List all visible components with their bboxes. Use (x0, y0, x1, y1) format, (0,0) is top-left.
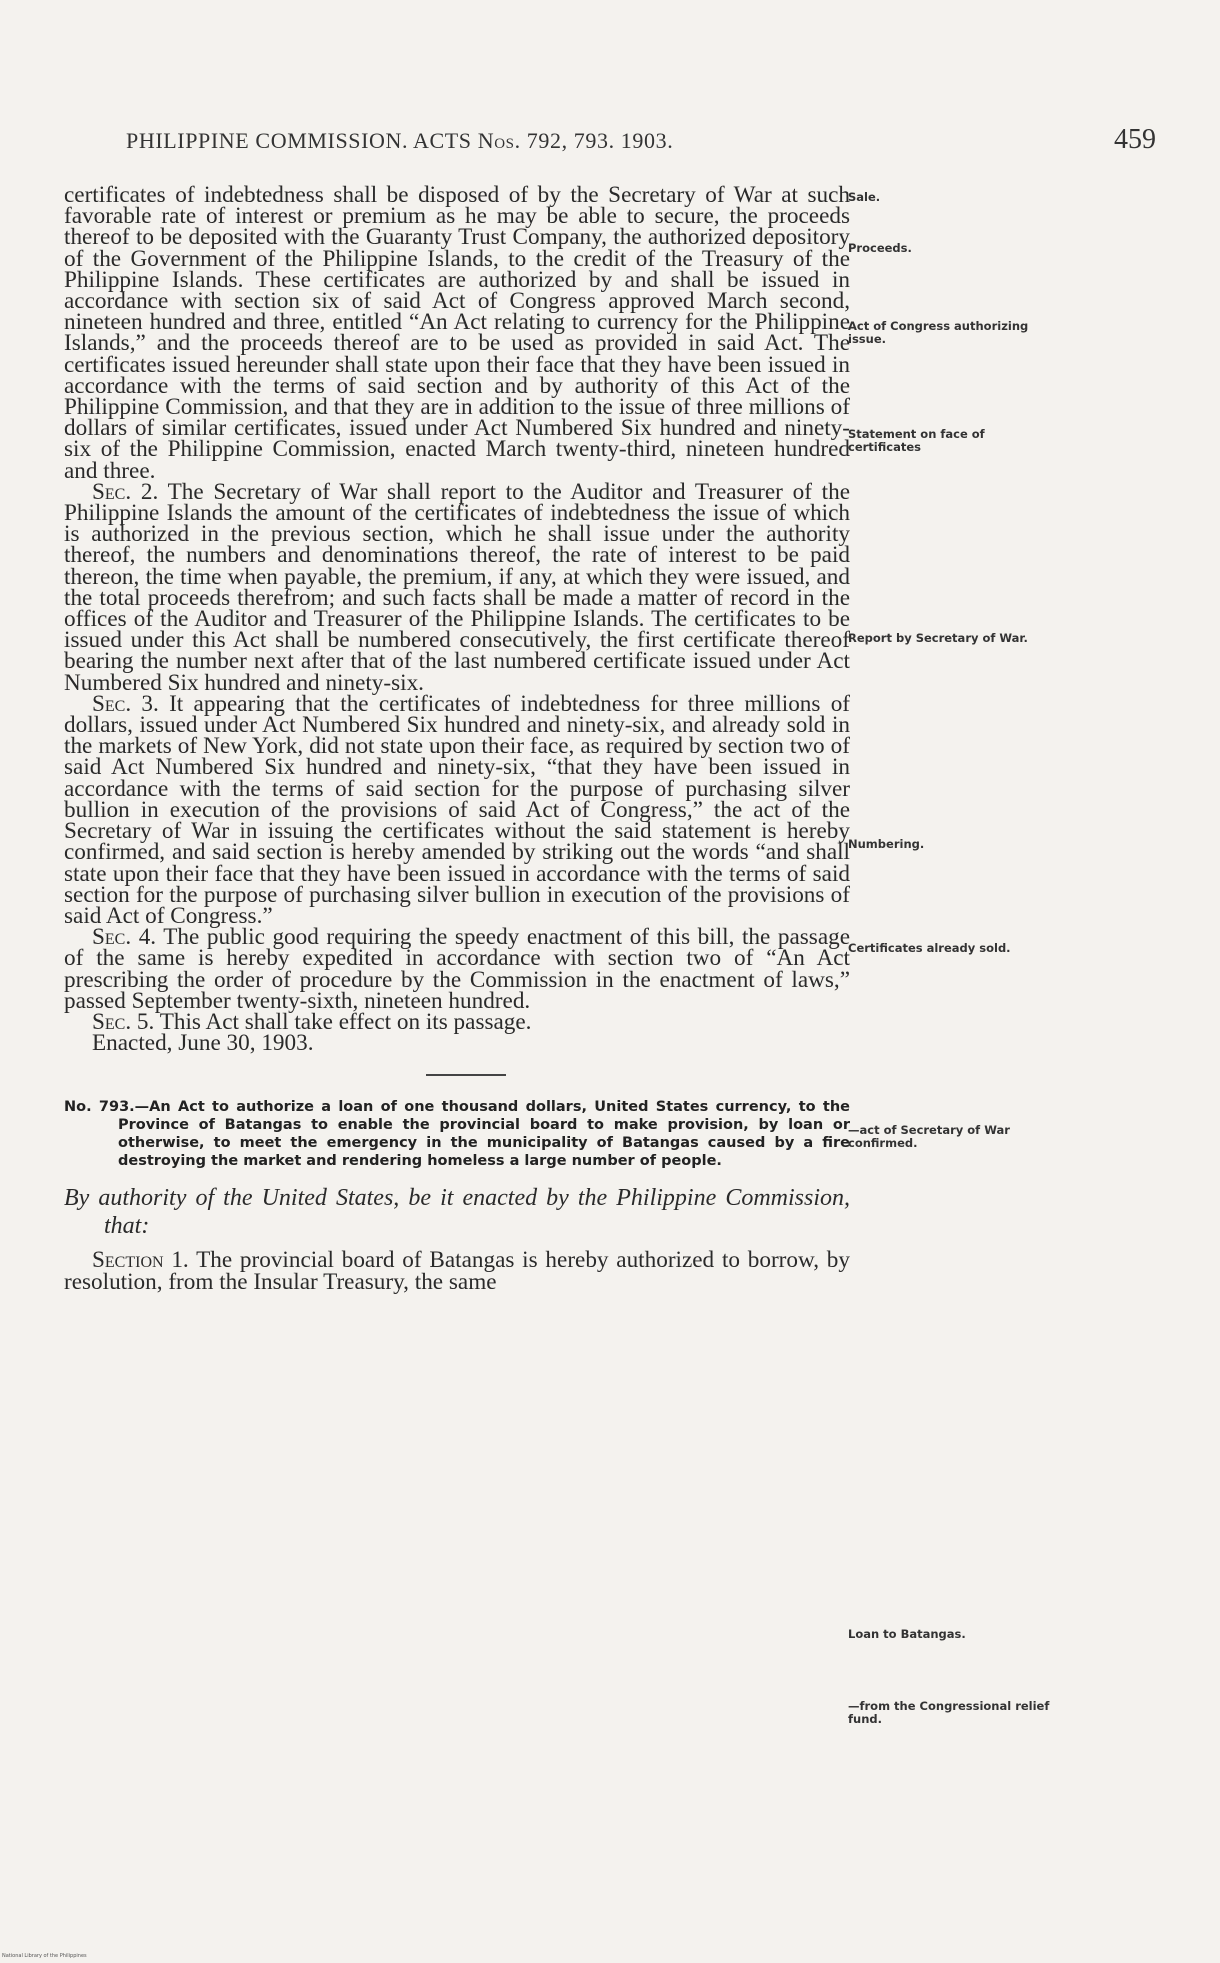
section-label: Sec. 2. (92, 478, 159, 505)
section-text: This Act shall take effect on its passage. (154, 1008, 532, 1035)
section-text: The public good requiring the speedy enactment of this bill, the passage of the same is hereby expedited in accordance with section two of “An Act prescribing the order of procedure by the Commission in the enactment of laws,” passed September twenty-sixth, nineteen hundred. (64, 924, 850, 1014)
margin-note-statement: Statement on face of certificates (848, 427, 985, 454)
page-number: 459 (1114, 124, 1156, 155)
enacted-date: Enacted, June 30, 1903. (92, 1030, 314, 1057)
running-head: PHILIPPINE COMMISSION. ACTS Nos. 792, 793. 1903. (126, 128, 674, 153)
section-text: It appearing that the certificates of indebtedness for three millions of dollars, issued under Act Numbered Six hundred and ninety-six, and already sold in the markets of New York, did not state upon their face, as required by section two of said Act Numbered Six hundred and ninety-six, “that they have been issued in accordance with the terms of said section for the purpose of purchasing silver bullion in execution of the provisions of said Act of Congress,” the act of the Secretary of War in issuing the certificates without the said statement is hereby confirmed, and said section is hereby amended by striking out the words “and shall state upon their face that they have been issued in accordance with the terms of said section for the purpose of purchasing silver bullion in execution of the provisions of said Act of Congress.” (64, 690, 851, 929)
footer-credit: National Library of the Philippines (2, 1953, 87, 1959)
section-label: Sec. 3. (92, 690, 159, 717)
page-header (126, 124, 1156, 162)
section-label: Sec. 4. (92, 924, 157, 951)
margin-note-proceeds: Proceeds. (848, 241, 912, 255)
margin-note-report: Report by Secretary of War. (848, 631, 1028, 645)
margin-note-loan: Loan to Batangas. (848, 1627, 966, 1641)
section-label: Section 1. (92, 1247, 189, 1274)
margin-note-act-of-congress: Act of Congress authorizing issue. (848, 319, 1029, 346)
act-title: No. 793.—An Act to authorize a loan of one thousand dollars, United States currency, to the Province of Batangas to enable the provincial board to make provision, by loan or otherwise, to meet the emergency in the municipality of Batangas caused by a fire destroying the market and rendering homeless a large number of people. (64, 1099, 850, 1170)
section-text: The provincial board of Batangas is hereby authorized to borrow, by resolution, from the Insular Treasury, the same (64, 1247, 850, 1295)
enacting-clause: By authority of the United States, be it enacted by the Philippine Commission, that: (64, 1185, 850, 1240)
paragraph-continuation: certificates of indebtedness shall be disposed of by the Secretary of War at such favorable rate of interest or premium as he may be able to secure, the proceeds thereof to be deposited with the Guaranty Trust Company, the authorized depository of the Government of the Philippine Islands, to the credit of the Treasury of the Philippine Islands. These certificates are authorized by and shall be issued in accordance with section six of said Act of Congress approved March second, nineteen hundred and three, entitled “An Act relating to currency for the Philippine Islands,” and the proceeds thereof are to be used as provided in said Act. The certificates issued hereunder shall state upon their face that they have been issued in accordance with the terms of said section and by authority of this Act of the Philippine Commission, and that they are in addition to the issue of three millions of dollars of similar certificates, issued under Act Numbered Six hundred and ninety-six of the Philippine Commission, enacted March twenty-third, nineteen hundred and three. (64, 182, 850, 484)
margin-note-act-confirmed: —act of Secretary of War confirmed. (848, 1123, 1010, 1150)
body-text (64, 182, 851, 1295)
section-2 (64, 478, 850, 696)
margin-note-certificates-sold: Certificates already sold. (848, 941, 1011, 955)
section-3 (64, 690, 851, 929)
separator-rule (426, 1074, 506, 1076)
section-label: Sec. 5. (92, 1008, 155, 1035)
section-1 (64, 1247, 850, 1295)
section-text: The Secretary of War shall report to the Auditor and Treasurer of the Philippine Islands the amount of the certificates of indebtedness the issue of which is authorized in the previous section, which he shall issue under the authority thereof, the numbers and denominations thereof, the rate of interest to be paid thereon, the time when payable, the premium, if any, at which they were issued, and the total proceeds therefrom; and such facts shall be made a matter of record in the offices of the Auditor and Treasurer of the Philippine Islands. The certificates to be issued under this Act shall be numbered consecutively, the first certificate thereof bearing the number next after that of the last numbered certificate issued under Act Numbered Six hundred and ninety-six. (64, 478, 850, 696)
margin-note-sale: Sale. (848, 190, 881, 204)
section-4 (64, 924, 850, 1014)
margin-note-numbering: Numbering. (848, 837, 925, 851)
margin-note-relief-fund: —from the Congressional relief fund. (848, 1699, 1050, 1726)
